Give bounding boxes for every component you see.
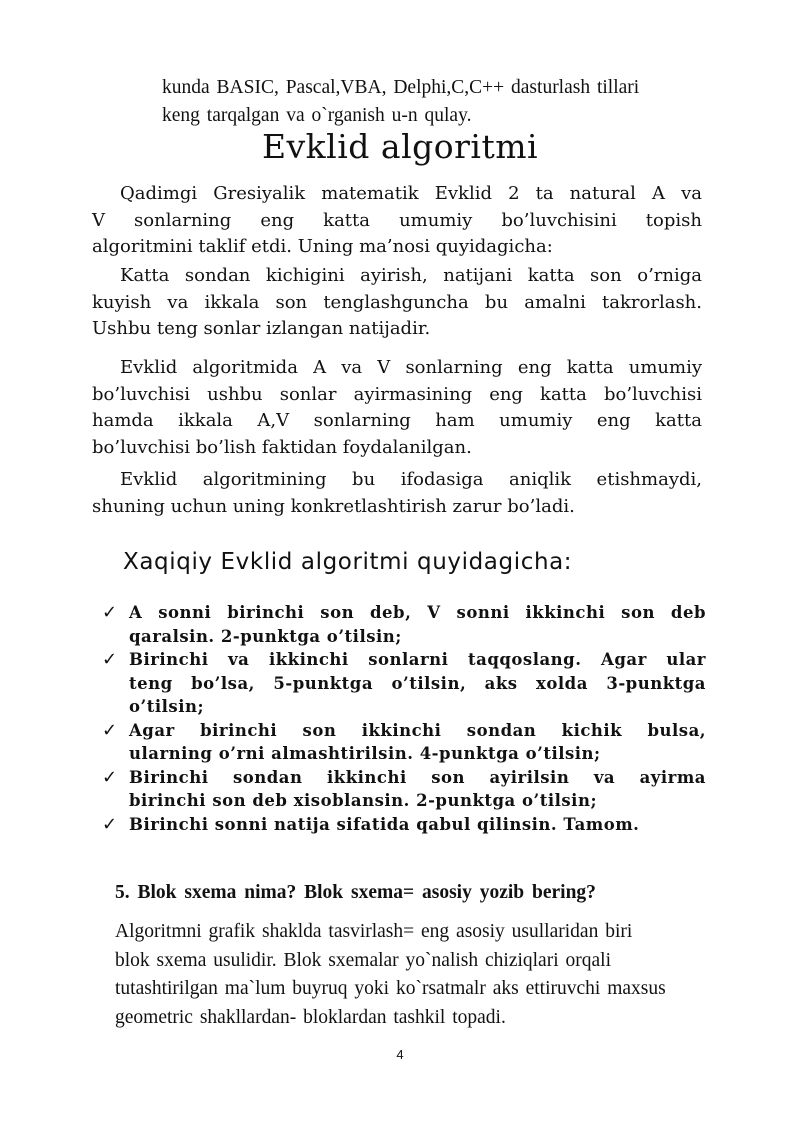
paragraph-line: V sonlarning eng katta umumiy bo’luvchisini topish <box>92 209 702 231</box>
answer-line: blok sxema usulidir. Blok sxemalar yo`nalish chiziqlari orqali <box>115 949 611 971</box>
step-line: o’tilsin; <box>129 697 205 716</box>
checkmark-icon: ✓ <box>102 719 118 741</box>
list-item <box>102 601 706 648</box>
list-item <box>102 766 706 813</box>
paragraph-3 <box>92 355 702 461</box>
question-heading: 5. Blok sxema nima? Blok sxema= asosiy yozib bering? <box>115 882 596 903</box>
checkmark-icon: ✓ <box>102 813 118 835</box>
algorithm-heading: Xaqiqiy Evklid algoritmi quyidagicha: <box>123 549 573 575</box>
page-number: 4 <box>396 1047 404 1062</box>
step-line: Birinchi sonni natija sifatida qabul qilinsin. Tamom. <box>129 814 640 834</box>
step-line: A sonni birinchi son deb, V sonni ikkinchi son deb <box>129 603 706 622</box>
step-line: ularning o’rni almashtirilsin. 4-punktga o’tilsin; <box>129 744 601 763</box>
answer-text <box>115 918 735 1032</box>
paragraph-line: Qadimgi Gresiyalik matematik Evklid 2 ta natural A va <box>120 183 702 204</box>
paragraph-line: bo’luvchisi bo’lish faktidan foydalanilgan. <box>92 436 472 458</box>
step-line: Birinchi sondan ikkinchi son ayirilsin va ayirma <box>129 767 706 787</box>
step-line: Birinchi va ikkinchi sonlarni taqqoslang. Agar ular <box>129 650 706 669</box>
paragraph-line: algoritmini taklif etdi. Uning ma’nosi quyidagicha: <box>92 236 553 257</box>
step-line: qaralsin. 2-punktga o’tilsin; <box>129 626 402 646</box>
paragraph-line: shuning uchun uning konkretlashtirish zarur bo’ladi. <box>92 495 575 517</box>
paragraph-line: Ushbu teng sonlar izlangan natijadir. <box>92 318 431 339</box>
step-line: Agar birinchi son ikkinchi sondan kichik bulsa, <box>129 720 706 740</box>
paragraph-1 <box>92 181 702 261</box>
intro-line: kunda BASIC, Pascal,VBA, Delphi,C,C++ dasturlash tillari <box>162 77 640 98</box>
list-item <box>102 719 706 766</box>
paragraph-line: Evklid algoritmining bu ifodasiga aniqlik etishmaydi, <box>120 469 702 490</box>
paragraph-line: Katta sondan kichigini ayirish, natijani katta son o’rniga <box>120 265 702 286</box>
intro-line: keng tarqalgan va o`rganish u-n qulay. <box>162 105 472 126</box>
paragraph-line: Evklid algoritmida A va V sonlarning eng katta umumiy <box>120 357 702 378</box>
paragraph-line: bo’luvchisi ushbu sonlar ayirmasining eng katta bo’luvchisi <box>92 383 702 405</box>
paragraph-line: hamda ikkala A,V sonlarning ham umumiy eng katta <box>92 410 702 431</box>
answer-line: tutashtirilgan ma`lum buyruq yoki ko`rsatmalr aks ettiruvchi maxsus <box>115 978 666 999</box>
answer-line: Algoritmni grafik shaklda tasvirlash= eng asosiy usullaridan biri <box>115 921 633 942</box>
step-line: teng bo’lsa, 5-punktga o’tilsin, aks xolda 3-punktga <box>129 673 706 693</box>
algorithm-steps-list <box>102 601 706 836</box>
step-line: birinchi son deb xisoblansin. 2-punktga o’tilsin; <box>129 791 598 810</box>
checkmark-icon: ✓ <box>102 766 118 788</box>
checkmark-icon: ✓ <box>102 649 118 670</box>
list-item <box>102 648 706 719</box>
section-title: Evklid algoritmi <box>261 127 539 166</box>
paragraph-4 <box>92 467 702 520</box>
paragraph-line: kuyish va ikkala son tenglashguncha bu amalni takrorlash. <box>92 291 702 313</box>
paragraph-2 <box>92 263 702 343</box>
intro-text <box>162 74 700 130</box>
list-item <box>102 813 706 837</box>
answer-line: geometric shakllardan- bloklardan tashkil topadi. <box>115 1006 506 1028</box>
checkmark-icon: ✓ <box>102 602 118 623</box>
